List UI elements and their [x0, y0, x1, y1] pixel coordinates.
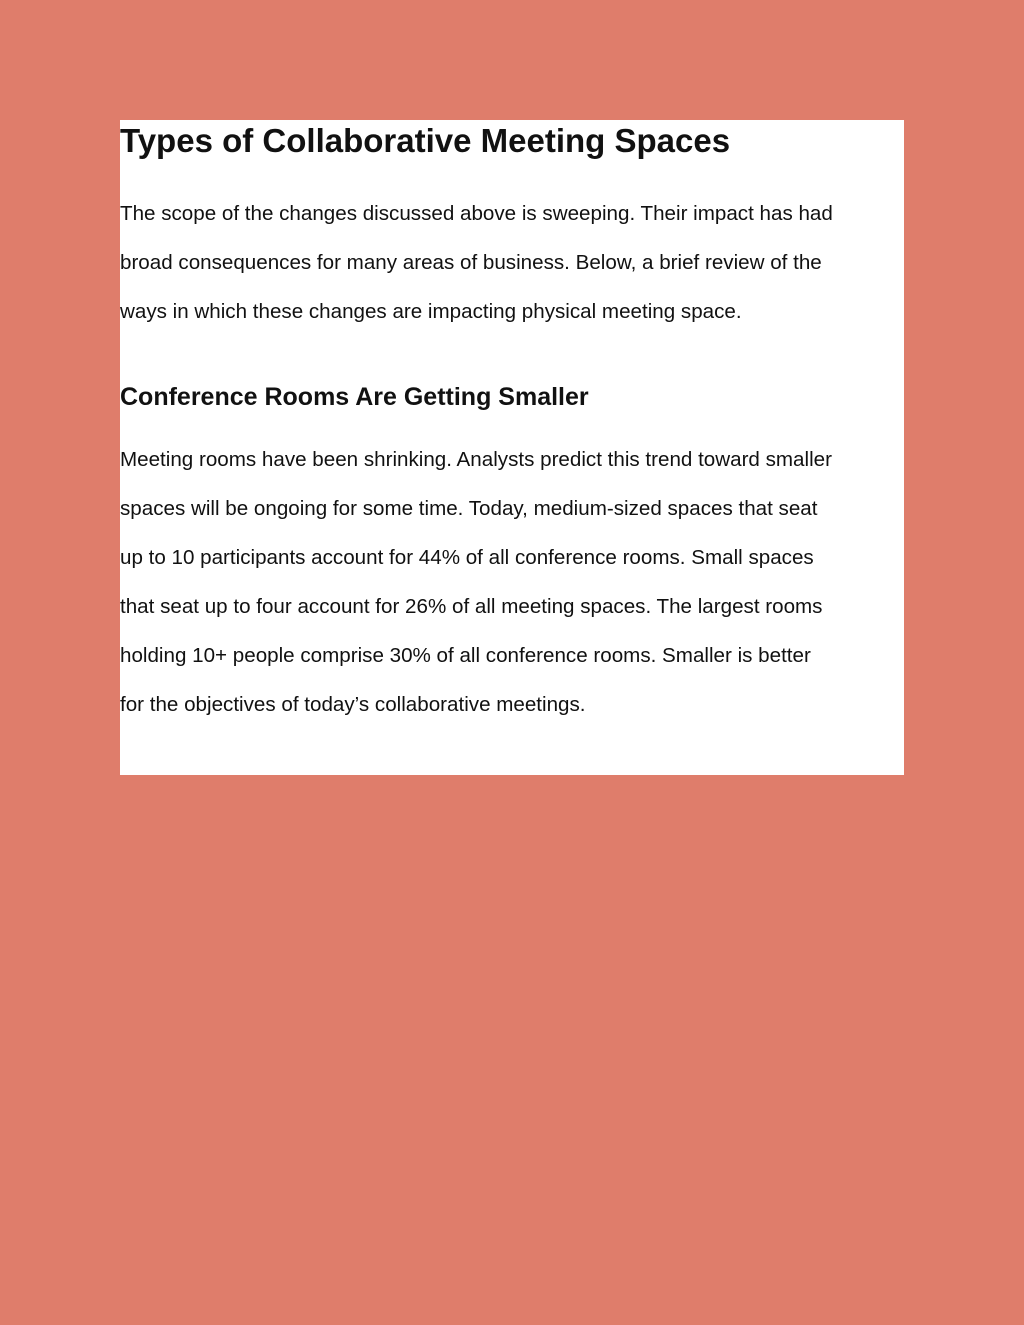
section-heading: Conference Rooms Are Getting Smaller [120, 383, 589, 411]
intro-paragraph [120, 189, 904, 336]
content-card [120, 120, 904, 775]
intro-line: The scope of the changes discussed above is sweeping. Their impact has had [120, 202, 833, 225]
page-title: Types of Collaborative Meeting Spaces [120, 122, 731, 159]
section-line: that seat up to four account for 26% of all meeting spaces. The largest rooms [120, 595, 823, 618]
section-line: up to 10 participants account for 44% of all conference rooms. Small spaces [120, 546, 814, 569]
section-line: holding 10+ people comprise 30% of all conference rooms. Smaller is better [120, 644, 811, 667]
section-line: for the objectives of today’s collaborative meetings. [120, 693, 586, 716]
intro-line: broad consequences for many areas of business. Below, a brief review of the [120, 251, 822, 274]
section-paragraph [120, 435, 904, 729]
intro-line: ways in which these changes are impacting physical meeting space. [120, 300, 742, 323]
section-line: spaces will be ongoing for some time. Today, medium-sized spaces that seat [120, 497, 818, 520]
section-line: Meeting rooms have been shrinking. Analysts predict this trend toward smaller [120, 448, 832, 471]
